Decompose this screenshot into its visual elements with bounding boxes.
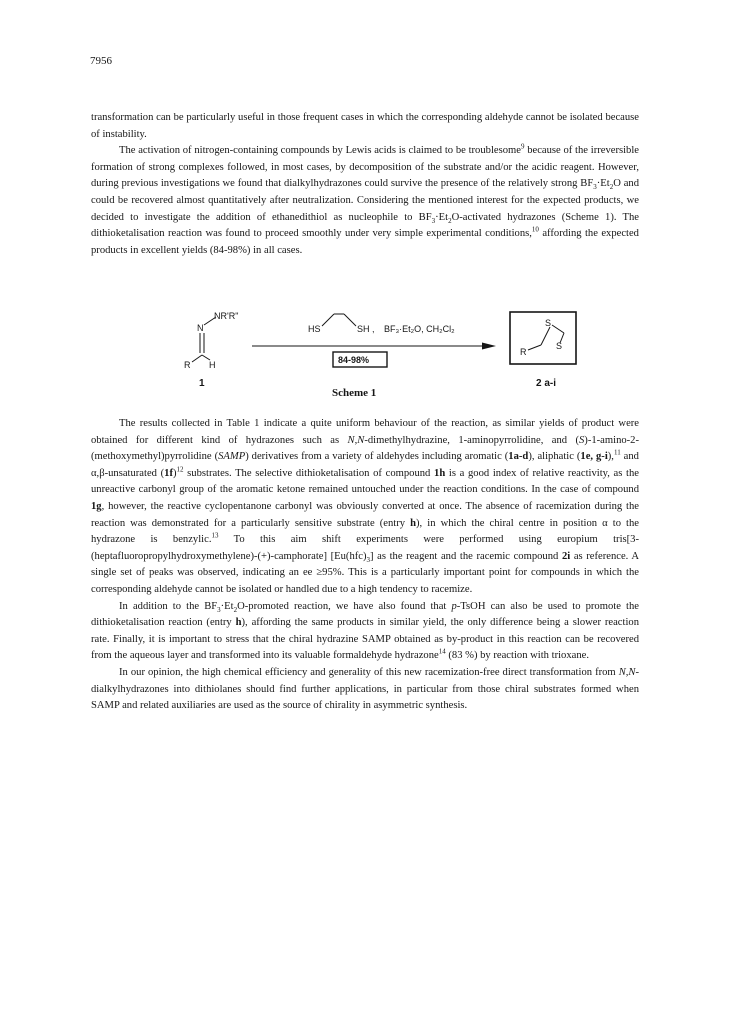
page-number: 7956: [90, 55, 112, 67]
scheme-1: [150, 303, 650, 413]
product-r-label: R: [520, 347, 527, 357]
reactant-r-label: R: [184, 360, 191, 370]
paragraph: In addition to the $BF_3\cdot Et_2O$-promoted reaction, we have also found that p-TsOH can also be used to promote the dithioketalisation reaction (entry h), affording the same products in similar yield, the only difference being a slower reaction rate. Finally, it is important to stress that the chiral hydrazine SAMP obtained as by-product in this reaction can be recovered from the aqueous layer and transformed into its valuable formaldehyde hydrazone$^{14}$ (83 %) by reaction with trioxane.: [91, 600, 639, 662]
compound-2-label: 2 a-i: [536, 378, 557, 389]
paragraph: The activation of nitrogen-containing compounds by Lewis acids is claimed to be troublesome$^9$ because of the irreversible formation of strong complexes followed, in most cases, by decomposition of the substrate and/or the acidic reagent. However, during previous investigations we found that dialkylhydrazones could survive the presence of the relatively strong $BF_3\cdot Et_2O$ and could be recovered almost quantitatively after neutralization. Considering the mentioned interest for the expected products, we decided to investigate the addition of ethanedithiol as nucleophile to $BF_3\cdot Et_2O$-activated hydrazones (Scheme 1). The dithioketalisation reaction was found to proceed smoothly under very simple experimental conditions,$^{10}$ affording the expected products in excellent yields (84-98%) in all cases.: [91, 142, 640, 256]
paragraph: In our opinion, the high chemical efficiency and generality of this new racemization-free direct transformation from N,N-dialkylhydrazones into dithiolanes should find further applications, in particular from those chiral substrates formed when SAMP and related auxiliaries are used as the source of chirality in asymmetric synthesis.: [91, 666, 639, 712]
yield-label: 84-98%: [338, 355, 370, 365]
body-text-top: [91, 110, 639, 259]
ring-s-bottom: S: [556, 341, 563, 351]
bond-ethane-3: [344, 314, 356, 326]
ring-bond-1: [541, 327, 550, 345]
scheme-caption: Scheme 1: [332, 387, 377, 399]
reaction-arrow-head: [482, 343, 496, 350]
paragraph: transformation can be particularly useful in those frequent cases in which the corresponding aldehyde cannot be isolated because of instability.: [91, 112, 639, 140]
compound-1-label: 1: [199, 378, 205, 389]
bond-c-r: [192, 355, 202, 362]
scheme-1-drawing: [150, 303, 650, 413]
body-text-bottom: [91, 416, 639, 715]
ring-bond-2: [552, 325, 564, 333]
paragraph: The results collected in Table 1 indicate a quite uniform behaviour of the reaction, as similar yields of product were obtained for different kind of hydrazones such as N,N-dimethylhydrazine, 1-aminopyrrolidine, and (S)-1-amino-2-(methoxymethyl)pyrrolidine (SAMP) derivatives from a variety of aldehydes including aromatic (1a-d), aliphatic (1e, g-i),$^{11}$ and α,β-unsaturated $(1f)^{12}$ substrates. The selective dithioketalisation of compound 1h is a good index of relative reactivity, as the unreactive carbonyl group of the aromatic ketone remained untouched under the reaction conditions. In the case of compound 1g, however, the reactive cyclopentanone carbonyl was obviously converted at once. The absence of racemization during the reaction was demonstrated for a particularly sensitive substrate (entry h), in which the chiral centre in position α to the hydrazone is benzylic.$^{13}$ To this aim shift experiments were performed using europium tris[3-(heptafluoropropylhydroxymethylene)-(+)-camphorate] $[Eu(hfc)_3]$ as the reagent and the racemic compound 2i as reference. A single set of peaks was observed, indicating an ee ≥95%. This is a particularly important point for compounds in which the corresponding aldehyde cannot be isolated or handled due to a high tendency to racemize.: [91, 418, 640, 595]
bond-ethane-1: [322, 314, 334, 326]
sh-label: SH ,: [357, 324, 375, 334]
hydrogen-label: H: [209, 360, 216, 370]
substituent-label: NR'R": [214, 311, 239, 321]
ring-s-top: S: [545, 318, 552, 328]
conditions-label: BF₃·Et₂O, CH₂Cl₂: [384, 324, 455, 334]
ring-bond-r: [528, 345, 541, 350]
nitrogen-label: N: [197, 323, 204, 333]
hs-label: HS: [308, 324, 321, 334]
